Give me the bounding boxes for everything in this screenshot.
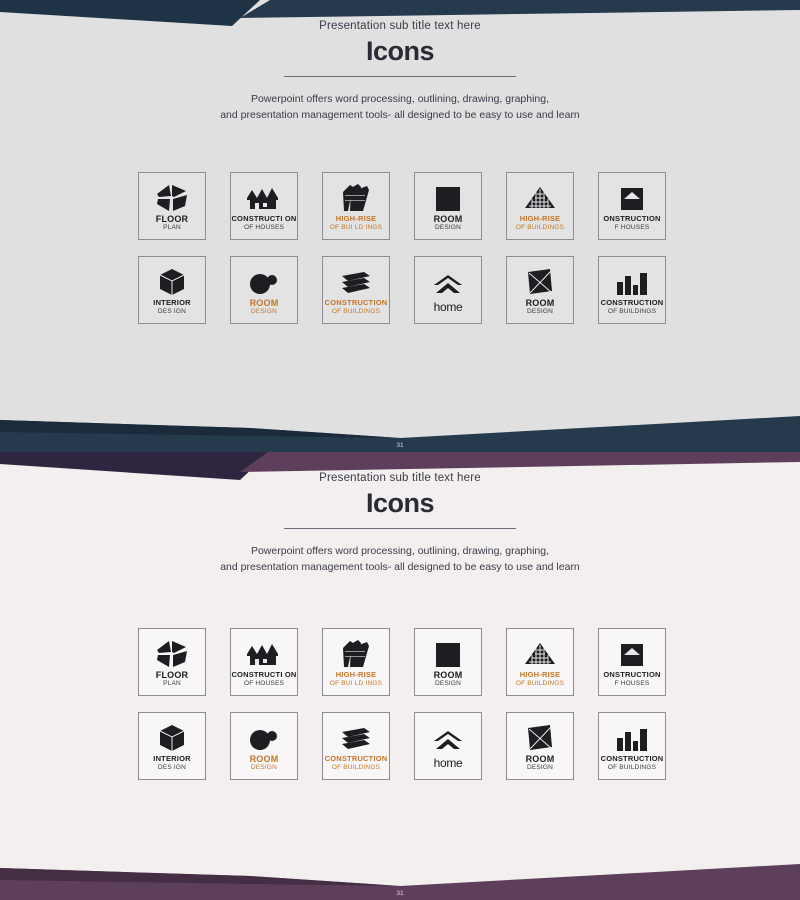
highrise-hatched-icon — [523, 638, 557, 668]
icon-caption-line-2: DESIGN — [250, 763, 278, 771]
icon-caption-line-1: CONSTRUCTI ON — [231, 670, 297, 679]
icon-caption-line-1: CONSTRUCTION — [600, 754, 664, 763]
icon-card[interactable] — [322, 628, 390, 696]
slide-1-title-rule — [284, 76, 516, 77]
icon-caption — [433, 300, 463, 315]
slide-2-description-line-2: and presentation management tools- all designed to be easy to use and learn — [220, 561, 580, 573]
icon-caption — [153, 755, 190, 772]
icon-caption — [156, 215, 189, 232]
slide-2-page-number: 31 — [396, 889, 404, 897]
icon-caption-line-2: DESIGN — [526, 763, 554, 771]
slide-1-description-line-2: and presentation management tools- all designed to be easy to use and learn — [220, 109, 580, 121]
icon-caption-line-2: DESIGN — [526, 307, 554, 315]
icon-caption — [250, 755, 279, 772]
slide-1-description-line-1: Powerpoint offers word processing, outlining, drawing, graphing, — [250, 93, 550, 105]
construction-bars-icon — [616, 266, 648, 296]
icon-caption — [330, 215, 382, 232]
house-block-icon — [618, 182, 646, 212]
icon-card[interactable] — [138, 256, 206, 324]
icon-caption — [434, 671, 463, 688]
slide-1-header — [0, 20, 800, 123]
icon-caption-line-1: HIGH-RISE — [335, 670, 377, 679]
slide-2-description-line-1: Powerpoint offers word processing, outlining, drawing, graphing, — [250, 545, 550, 557]
house-block-icon — [618, 638, 646, 668]
icon-card[interactable] — [506, 712, 574, 780]
icon-card[interactable] — [322, 712, 390, 780]
icon-caption-line-2: OF HOUSES — [243, 679, 285, 687]
icon-caption-line-2: PLAN — [163, 679, 181, 687]
icon-caption — [601, 755, 664, 772]
interior-cube-icon — [158, 266, 186, 296]
icon-caption-line-2: F HOUSES — [614, 223, 650, 231]
construction-beams-icon — [340, 266, 372, 296]
icon-card[interactable] — [322, 256, 390, 324]
icon-card[interactable] — [230, 256, 298, 324]
room-circles-icon — [249, 266, 279, 296]
icon-caption-line-2: PLAN — [163, 223, 181, 231]
slide-1-top-right-shape — [240, 0, 800, 18]
icon-caption-line-1: CONSTRUCTION — [324, 754, 388, 763]
slide-1-description — [140, 91, 660, 123]
slide-2-header — [0, 472, 800, 575]
slide-1-bottom-shape — [0, 402, 800, 438]
icon-card[interactable] — [506, 628, 574, 696]
icon-caption-line-1: ROOM — [249, 754, 279, 764]
icon-caption-line-1: HIGH-RISE — [519, 214, 561, 223]
floor-plan-icon — [156, 182, 188, 212]
slide-2-top-right-shape — [240, 452, 800, 472]
icon-caption — [434, 215, 463, 232]
slide-1-subtitle: Presentation sub title text here — [319, 20, 481, 32]
icon-caption-line-1: HIGH-RISE — [519, 670, 561, 679]
icon-card[interactable] — [506, 172, 574, 240]
construction-beams-icon — [340, 722, 372, 752]
room-square-icon — [435, 182, 461, 212]
highrise-hatched-icon — [523, 182, 557, 212]
home-chevron-icon — [433, 270, 463, 300]
icon-caption-line-2: OF BUILDINGS — [515, 679, 565, 687]
highrise-towers-icon — [341, 182, 371, 212]
slide-2-subtitle: Presentation sub title text here — [319, 472, 481, 484]
house-roofs-icon — [247, 182, 281, 212]
icon-caption-line-1: ROOM — [433, 214, 463, 224]
construction-bars-icon — [616, 722, 648, 752]
icon-caption — [603, 671, 660, 688]
interior-cube-icon — [158, 722, 186, 752]
icon-caption-line-2: DESIGN — [434, 223, 462, 231]
icon-caption-line-1: FLOOR — [155, 214, 189, 224]
icon-caption-line-2: OF BUILDINGS — [515, 223, 565, 231]
icon-card[interactable] — [230, 628, 298, 696]
icon-caption-line-2: DESIGN — [250, 307, 278, 315]
icon-caption-line-1: ROOM — [249, 298, 279, 308]
icon-card[interactable] — [322, 172, 390, 240]
icon-caption — [325, 299, 388, 316]
icon-caption-line-1: home — [433, 756, 463, 771]
icon-card[interactable] — [414, 172, 482, 240]
icon-card[interactable] — [414, 256, 482, 324]
icon-caption — [231, 671, 296, 688]
icon-caption — [516, 671, 564, 688]
icon-card[interactable] — [506, 256, 574, 324]
room-frame-icon — [526, 722, 554, 752]
slide-2 — [0, 452, 800, 900]
icon-card[interactable] — [598, 172, 666, 240]
icon-caption — [231, 215, 296, 232]
icon-caption-line-2: F HOUSES — [614, 679, 650, 687]
slide-2-bottom-shape — [0, 850, 800, 886]
icon-caption — [325, 755, 388, 772]
icon-caption-line-2: DESIGN — [434, 679, 462, 687]
highrise-towers-icon — [341, 638, 371, 668]
icon-caption-line-1: CONSTRUCTION — [600, 298, 664, 307]
icon-caption — [603, 215, 660, 232]
icon-caption-line-1: ROOM — [433, 670, 463, 680]
icon-card[interactable] — [414, 712, 482, 780]
icon-caption-line-1: FLOOR — [155, 670, 189, 680]
home-chevron-icon — [433, 726, 463, 756]
slide-2-title-rule — [284, 528, 516, 529]
icon-caption-line-2: DES IGN — [157, 763, 187, 771]
icon-card[interactable] — [598, 628, 666, 696]
icon-card[interactable] — [138, 172, 206, 240]
icon-caption — [516, 215, 564, 232]
icon-caption-line-1: ROOM — [525, 754, 555, 764]
icon-card[interactable] — [230, 712, 298, 780]
icon-caption-line-1: CONSTRUCTION — [324, 298, 388, 307]
icon-caption — [330, 671, 382, 688]
icon-caption — [156, 671, 189, 688]
slide-1-title: Icons — [365, 36, 435, 66]
room-circles-icon — [249, 722, 279, 752]
icon-caption-line-2: OF BUILDINGS — [607, 763, 657, 771]
room-frame-icon — [526, 266, 554, 296]
icon-card[interactable] — [138, 712, 206, 780]
icon-caption-line-2: OF BUILDINGS — [607, 307, 657, 315]
icon-caption — [250, 299, 279, 316]
icon-card[interactable] — [598, 256, 666, 324]
icon-caption-line-1: ONSTRUCTION — [603, 670, 661, 679]
icon-caption — [526, 755, 555, 772]
icon-caption-line-1: ROOM — [525, 298, 555, 308]
house-roofs-icon — [247, 638, 281, 668]
slide-2-title: Icons — [365, 488, 435, 518]
icon-caption — [526, 299, 555, 316]
icon-caption-line-2: OF BUI LD INGS — [329, 679, 383, 687]
icon-card[interactable] — [414, 628, 482, 696]
icon-caption — [433, 756, 463, 771]
icon-caption-line-1: HIGH-RISE — [335, 214, 377, 223]
slide-1-icon-grid — [138, 172, 665, 324]
icon-caption-line-1: CONSTRUCTI ON — [231, 214, 297, 223]
icon-card[interactable] — [598, 712, 666, 780]
icon-caption — [601, 299, 664, 316]
room-square-icon — [435, 638, 461, 668]
icon-caption-line-2: DES IGN — [157, 307, 187, 315]
slide-1-footer — [0, 438, 800, 452]
icon-caption — [153, 299, 190, 316]
icon-caption-line-2: OF BUILDINGS — [331, 763, 381, 771]
icon-caption-line-2: OF HOUSES — [243, 223, 285, 231]
slide-1-page-number: 31 — [396, 441, 404, 449]
icon-caption-line-1: home — [433, 300, 463, 315]
icon-caption-line-1: ONSTRUCTION — [603, 214, 661, 223]
icon-caption-line-1: INTERIOR — [153, 298, 191, 307]
icon-caption-line-1: INTERIOR — [153, 754, 191, 763]
icon-card[interactable] — [230, 172, 298, 240]
slide-2-icon-grid — [138, 628, 665, 780]
icon-caption-line-2: OF BUI LD INGS — [329, 223, 383, 231]
slide-2-footer — [0, 886, 800, 900]
floor-plan-icon — [156, 638, 188, 668]
slide-2-description — [140, 543, 660, 575]
icon-caption-line-2: OF BUILDINGS — [331, 307, 381, 315]
icon-card[interactable] — [138, 628, 206, 696]
